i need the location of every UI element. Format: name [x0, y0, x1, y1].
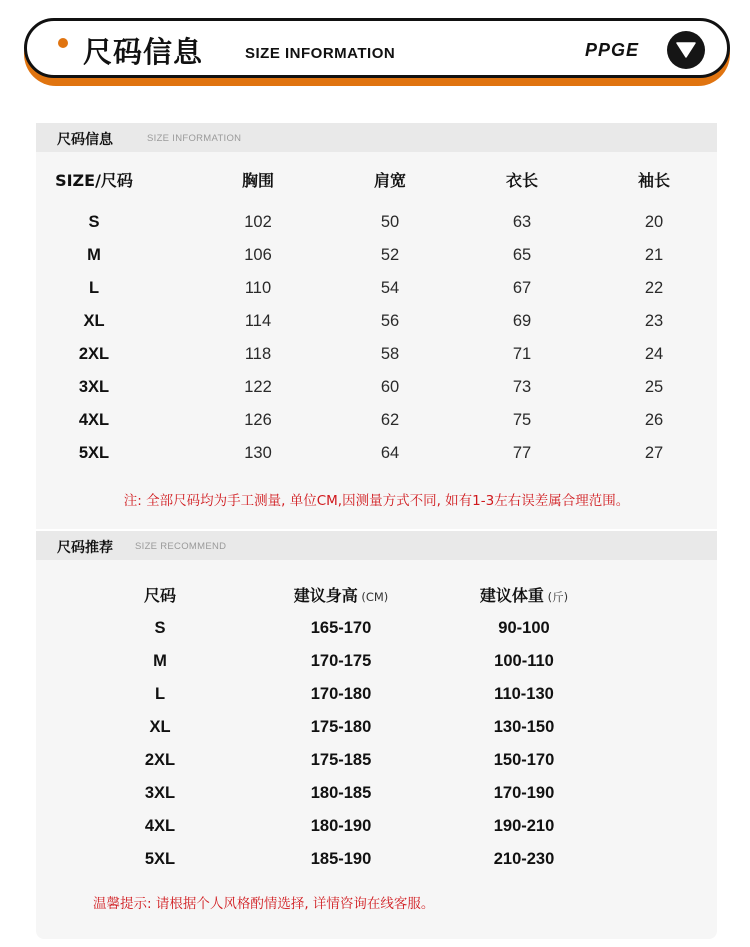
weight-range-cell: 210-230	[493, 850, 555, 868]
measurement-cell: 20	[644, 213, 664, 231]
size-label-cell: 3XL	[144, 784, 176, 802]
brand-logo: PPGE	[585, 40, 640, 60]
measurement-cell: 23	[644, 312, 664, 330]
size-label-cell: M	[87, 246, 101, 264]
measurement-cell: 24	[644, 345, 664, 363]
measurement-cell: 75	[512, 411, 532, 429]
size-table-row	[36, 411, 717, 433]
measurement-cell: 130	[244, 444, 272, 462]
measurement-cell: 62	[380, 411, 400, 429]
measurement-cell: 27	[644, 444, 664, 462]
section-title-cn: 尺码推荐	[57, 540, 113, 556]
height-range-cell: 170-175	[310, 652, 372, 670]
measurement-cell: 126	[244, 411, 272, 429]
size-table-column-header: 肩宽	[373, 171, 406, 190]
section-title-cn: 尺码信息	[57, 132, 113, 148]
header-title-en: SIZE INFORMATION	[245, 45, 396, 62]
measurement-cell: 54	[380, 279, 400, 297]
recommend-table-row	[36, 850, 717, 872]
size-label-cell: L	[88, 279, 100, 297]
recommend-table-row	[36, 817, 717, 839]
measurement-cell: 63	[512, 213, 532, 231]
measurement-cell: 77	[512, 444, 532, 462]
section-title-en: SIZE RECOMMEND	[135, 541, 227, 552]
height-range-cell: 175-185	[310, 751, 372, 769]
recommend-table-row	[36, 652, 717, 674]
size-label-cell: 5XL	[78, 444, 110, 462]
size-table-header	[36, 168, 717, 190]
measurement-cell: 69	[512, 312, 532, 330]
recommend-tip: 温馨提示: 请根据个人风格酌情选择, 详情咨询在线客服。	[93, 896, 435, 912]
height-range-cell: 185-190	[310, 850, 372, 868]
measurement-cell: 67	[512, 279, 532, 297]
measurement-cell: 73	[512, 378, 532, 396]
height-range-cell: 180-185	[310, 784, 372, 802]
measurement-cell: 60	[380, 378, 400, 396]
column-label: 尺码	[143, 586, 176, 605]
recommend-table-row	[36, 784, 717, 806]
measurement-note: 注: 全部尺码均为手工测量, 单位CM,因测量方式不同, 如有1-3左右误差属合理范围。	[123, 493, 630, 509]
column-label: 建议身高	[293, 586, 358, 605]
recommend-table-column-header	[60, 583, 260, 606]
weight-range-cell: 130-150	[493, 718, 555, 736]
size-info-section-header	[36, 123, 717, 152]
recommend-table-row	[36, 718, 717, 740]
measurement-cell: 65	[512, 246, 532, 264]
size-label-cell: 2XL	[144, 751, 176, 769]
weight-range-cell: 150-170	[493, 751, 555, 769]
weight-range-cell: 170-190	[493, 784, 555, 802]
measurement-cell: 56	[380, 312, 400, 330]
size-label-cell: L	[154, 685, 166, 703]
size-table-column-header: 胸围	[241, 171, 274, 190]
size-label-cell: 5XL	[144, 850, 176, 868]
size-table-row	[36, 213, 717, 235]
measurement-cell: 102	[244, 213, 272, 231]
height-range-cell: 165-170	[310, 619, 372, 637]
measurement-cell: 25	[644, 378, 664, 396]
measurement-cell: 26	[644, 411, 664, 429]
size-label-cell: 3XL	[78, 378, 110, 396]
header-title-cn: 尺码信息	[83, 35, 204, 69]
chevron-down-icon	[676, 42, 696, 58]
measurement-cell: 64	[380, 444, 400, 462]
header-banner	[24, 18, 730, 78]
size-table-row	[36, 444, 717, 466]
column-unit: (CM)	[357, 590, 389, 604]
size-table-row	[36, 279, 717, 301]
collapse-toggle-button[interactable]	[667, 31, 705, 69]
recommend-table-column-header	[241, 583, 441, 606]
size-label-cell: 2XL	[78, 345, 110, 363]
size-table-column-header: 袖长	[637, 171, 670, 190]
recommend-table-row	[36, 619, 717, 641]
measurement-cell: 118	[244, 345, 272, 363]
size-table-row	[36, 378, 717, 400]
size-info-panel	[36, 123, 717, 529]
measurement-cell: 122	[244, 378, 272, 396]
size-table-row	[36, 312, 717, 334]
measurement-cell: 114	[244, 312, 272, 330]
measurement-cell: 110	[244, 279, 272, 297]
recommend-table-row	[36, 685, 717, 707]
size-recommend-section-header	[36, 531, 717, 560]
size-table-column-header: SIZE/尺码	[55, 171, 133, 190]
size-label-cell: XL	[83, 312, 105, 330]
measurement-cell: 21	[644, 246, 664, 264]
height-range-cell: 170-180	[310, 685, 372, 703]
measurement-cell: 58	[380, 345, 400, 363]
recommend-table-row	[36, 751, 717, 773]
size-table-row	[36, 246, 717, 268]
recommend-table-column-header	[424, 583, 624, 606]
size-table-row	[36, 345, 717, 367]
measurement-cell: 50	[380, 213, 400, 231]
column-label: 建议体重	[479, 586, 544, 605]
measurement-cell: 106	[244, 246, 272, 264]
weight-range-cell: 190-210	[493, 817, 555, 835]
size-recommend-panel	[36, 531, 717, 939]
size-label-cell: XL	[149, 718, 171, 736]
size-label-cell: M	[153, 652, 167, 670]
height-range-cell: 175-180	[310, 718, 372, 736]
measurement-cell: 71	[512, 345, 532, 363]
accent-dot	[58, 38, 68, 48]
weight-range-cell: 90-100	[498, 619, 550, 637]
measurement-cell: 52	[380, 246, 400, 264]
column-unit: (斤)	[543, 590, 569, 604]
size-label-cell: S	[88, 213, 100, 231]
height-range-cell: 180-190	[310, 817, 372, 835]
recommend-table-header	[36, 583, 717, 607]
size-table-column-header: 衣长	[505, 171, 538, 190]
size-label-cell: 4XL	[144, 817, 176, 835]
section-title-en: SIZE INFORMATION	[147, 133, 242, 144]
measurement-cell: 22	[644, 279, 664, 297]
weight-range-cell: 110-130	[494, 685, 554, 703]
size-label-cell: S	[154, 619, 166, 637]
size-label-cell: 4XL	[78, 411, 110, 429]
weight-range-cell: 100-110	[494, 652, 554, 670]
